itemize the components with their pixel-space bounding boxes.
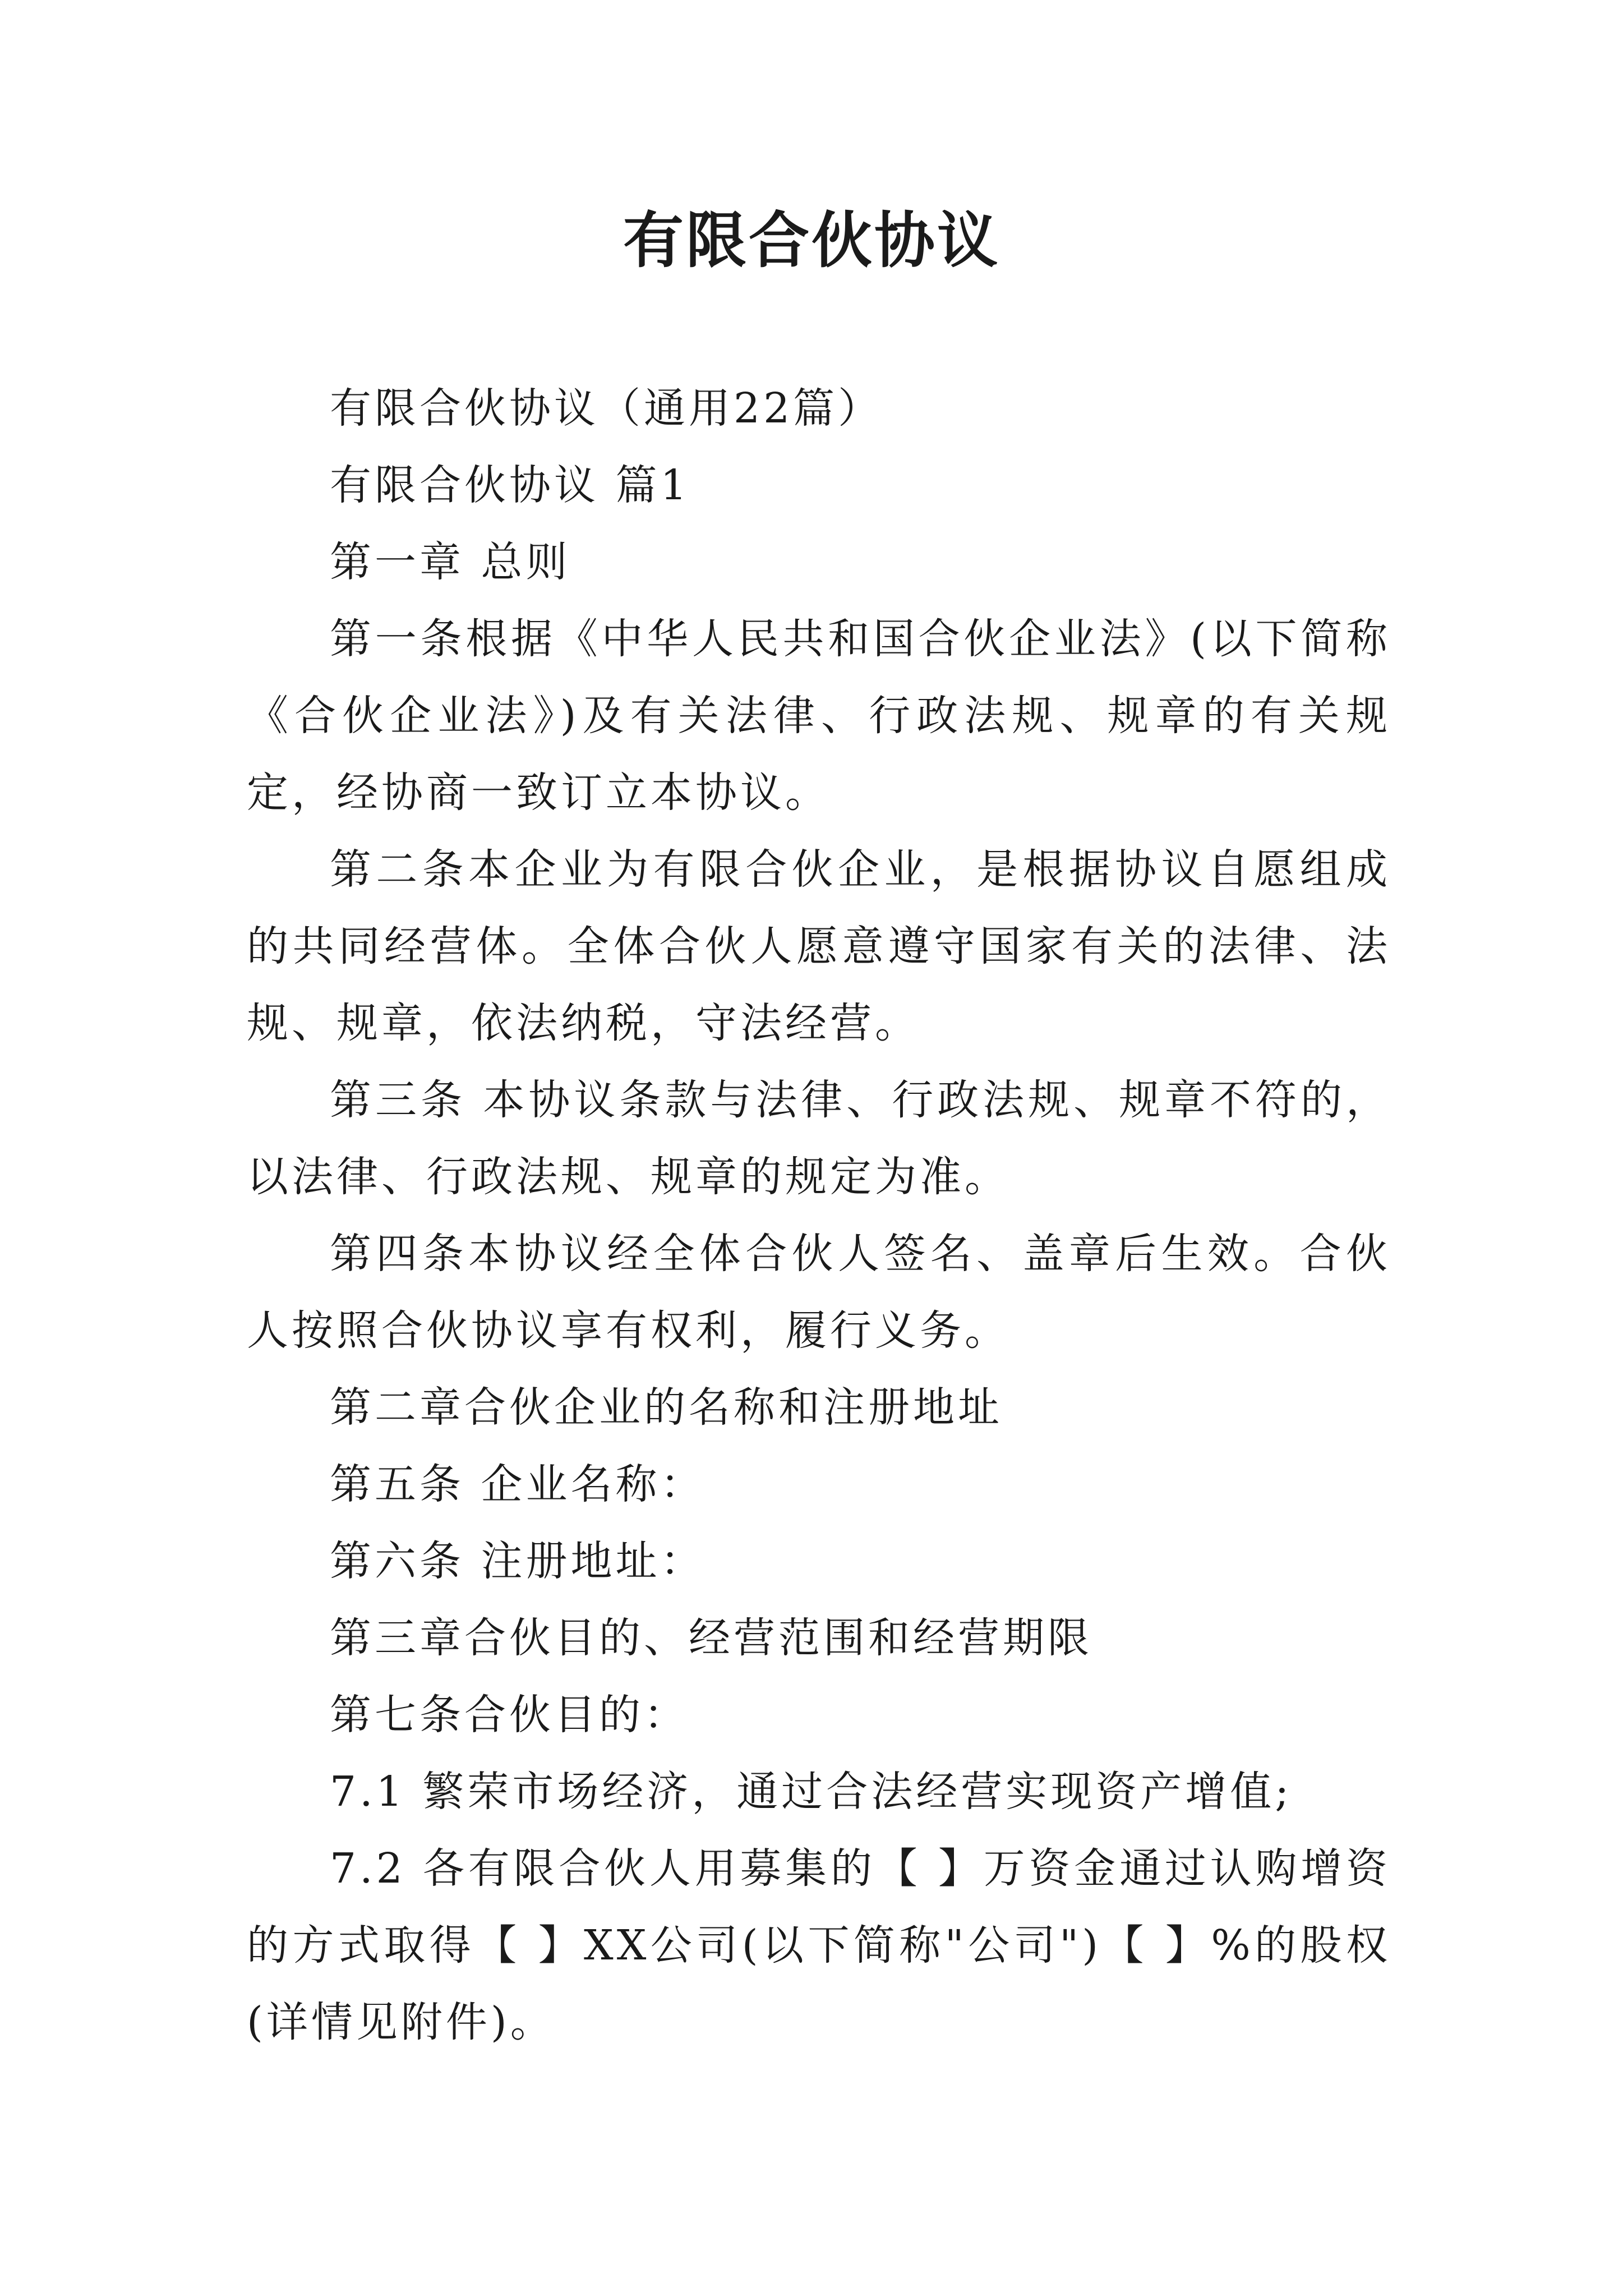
article-1: 第一条根据《中华人民共和国合伙企业法》(以下简称《合伙企业法》)及有关法律、行政法规、规章的有关规定，经协商一致订立本协议。 [247,615,1391,817]
document-title: 有限合伙协议 [623,206,1000,276]
article-4: 第四条本协议经全体合伙人签名、盖章后生效。合伙人按照合伙协议享有权利，履行义务。 [247,1230,1391,1355]
article-2: 第二条本企业为有限合伙企业，是根据协议自愿组成的共同经营体。全体合伙人愿意遵守国家有关的法律、法规、规章，依法纳税，守法经营。 [247,845,1391,1047]
article-6: 第六条 注册地址： [330,1537,706,1585]
article-5: 第五条 企业名称： [330,1460,706,1508]
chapter-heading-1: 第一章 总则 [330,538,571,586]
document-body [247,370,1391,2061]
clause-7-2: 7.2 各有限合伙人用募集的【 】万资金通过认购增资的方式取得【 】XX公司(以下简称"公司")【 】%的股权(详情见附件)。 [247,1844,1391,2046]
paragraph-part-heading: 有限合伙协议 篇1 [330,461,690,509]
article-3: 第三条 本协议条款与法律、行政法规、规章不符的，以法律、行政法规、规章的规定为准。 [247,1076,1391,1201]
article-7: 第七条合伙目的： [330,1691,689,1739]
clause-7-1: 7.1 繁荣市场经济，通过合法经营实现资产增值; [330,1768,1293,1816]
chapter-heading-3: 第三章合伙目的、经营范围和经营期限 [330,1614,1092,1662]
chapter-heading-2: 第二章合伙企业的名称和注册地址 [330,1383,1003,1432]
paragraph-subtitle: 有限合伙协议（通用22篇） [330,384,883,432]
